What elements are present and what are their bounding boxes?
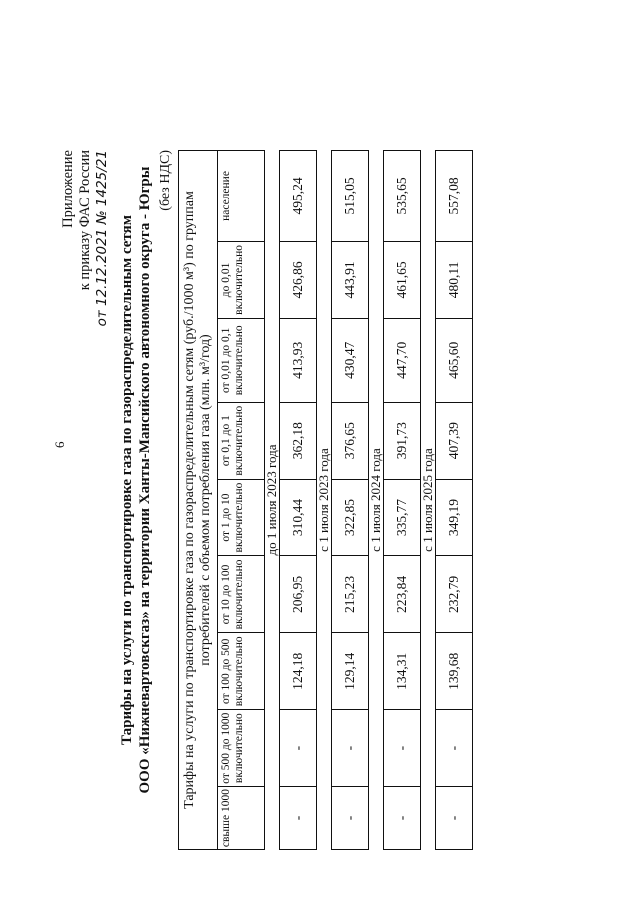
- column-header: от 100 до 500 включительно: [218, 633, 265, 710]
- table-cell: 206,95: [280, 556, 317, 633]
- table-cell: 391,73: [384, 402, 421, 479]
- appendix-date-number: от 12.12.2021 № 1425/21: [94, 150, 110, 327]
- column-header: от 0,01 до 0,1 включительно: [218, 318, 265, 402]
- table-cell: -: [436, 787, 473, 850]
- period-label: с 1 июля 2025 года: [421, 151, 436, 850]
- page-number: 6: [52, 441, 67, 448]
- table-cell: 443,91: [332, 241, 369, 318]
- table-cell: -: [436, 710, 473, 787]
- table-cell: 495,24: [280, 151, 317, 242]
- table-cell: 465,60: [436, 318, 473, 402]
- table-cell: 430,47: [332, 318, 369, 402]
- column-header: население: [218, 151, 265, 242]
- appendix-block: [60, 150, 111, 370]
- landscape-page: [60, 90, 490, 870]
- period-label: с 1 июля 2023 года: [317, 151, 332, 850]
- table-cell: 335,77: [384, 479, 421, 556]
- table-row: [332, 151, 369, 850]
- table-cell: 215,23: [332, 556, 369, 633]
- table-cell: 413,93: [280, 318, 317, 402]
- table-cell: 557,08: [436, 151, 473, 242]
- column-header: от 0,1 до 1 включительно: [218, 402, 265, 479]
- column-header: от 500 до 1000 включительно: [218, 710, 265, 787]
- appendix-title: Приложение: [60, 150, 76, 228]
- table-cell: 407,39: [436, 402, 473, 479]
- table-group-header: Тарифы на услуги по транспортировке газа по газораспределительным сетям (руб./1000 м³) по группам потребителей с объемом потребления газа (млн. м³/год): [179, 151, 218, 850]
- column-header: от 10 до 100 включительно: [218, 556, 265, 633]
- table-cell: 515,05: [332, 151, 369, 242]
- table-cell: -: [280, 710, 317, 787]
- table-cell: 322,85: [332, 479, 369, 556]
- table-cell: 129,14: [332, 633, 369, 710]
- title-line-2: ООО «Нижневартовскгаз» на территории Ханты-Мансийского автономного округа - Югры: [137, 166, 153, 794]
- column-header: свыше 1000: [218, 787, 265, 850]
- document-title: [118, 130, 154, 830]
- table-cell: 223,84: [384, 556, 421, 633]
- period-label: с 1 июля 2024 года: [369, 151, 384, 850]
- table-cell: -: [332, 787, 369, 850]
- table-cell: 232,79: [436, 556, 473, 633]
- column-header-row: [218, 151, 265, 850]
- table-row: [384, 151, 421, 850]
- no-vat-note: (без НДС): [158, 150, 173, 211]
- period-label: до 1 июля 2023 года: [265, 151, 280, 850]
- table-cell: -: [332, 710, 369, 787]
- table-cell: 447,70: [384, 318, 421, 402]
- table-row: [436, 151, 473, 850]
- table-cell: 310,44: [280, 479, 317, 556]
- appendix-order: к приказу ФАС России: [77, 150, 93, 291]
- table-cell: 349,19: [436, 479, 473, 556]
- table-cell: 139,68: [436, 633, 473, 710]
- tariff-table: [178, 150, 473, 850]
- table-cell: 480,11: [436, 241, 473, 318]
- table-cell: -: [280, 787, 317, 850]
- column-header: от 1 до 10 включительно: [218, 479, 265, 556]
- table-cell: 461,65: [384, 241, 421, 318]
- table-row: [280, 151, 317, 850]
- table-cell: 124,18: [280, 633, 317, 710]
- table-cell: 376,65: [332, 402, 369, 479]
- table-cell: 426,86: [280, 241, 317, 318]
- table-cell: -: [384, 710, 421, 787]
- table-cell: 134,31: [384, 633, 421, 710]
- table-cell: -: [384, 787, 421, 850]
- table-cell: 362,18: [280, 402, 317, 479]
- title-line-1: Тарифы на услуги по транспортировке газа по газораспределительным сетям: [119, 215, 135, 745]
- table-cell: 535,65: [384, 151, 421, 242]
- column-header: до 0,01 включительно: [218, 241, 265, 318]
